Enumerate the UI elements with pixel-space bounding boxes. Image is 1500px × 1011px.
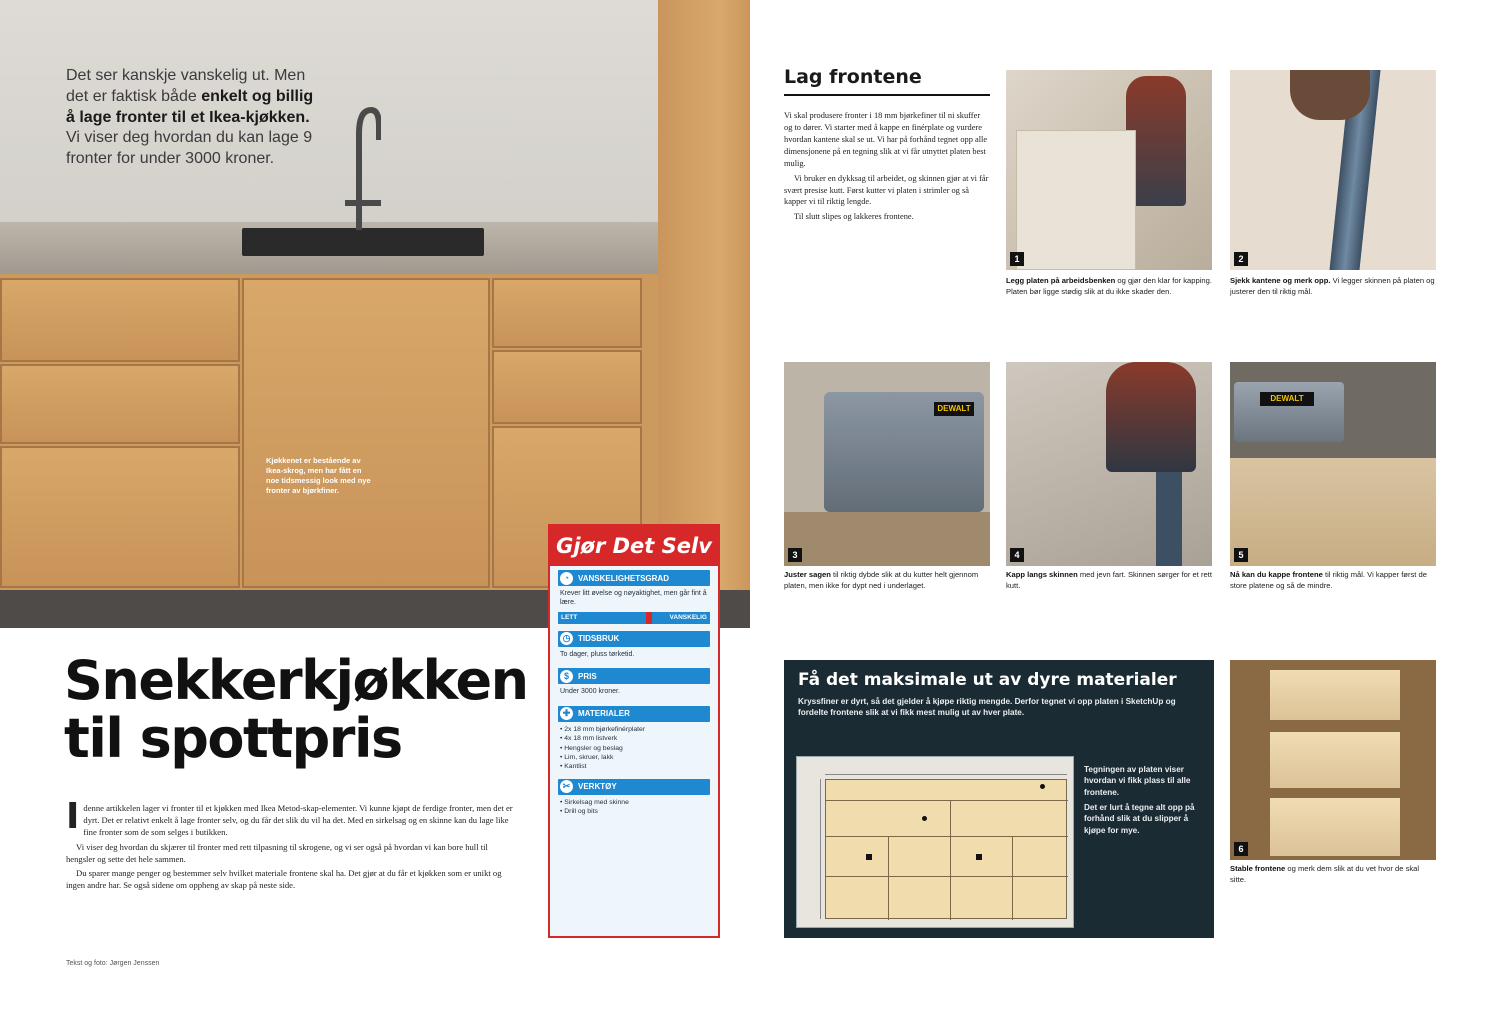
gds-difficulty: ◔ VANSKELIGHETSGRAD Krever litt øvelse og nøyaktighet, men går fint å lære. LETT VANSKELIG xyxy=(550,566,718,627)
gds-tools: ✂ VERKTØY • Sirkelsag med skinne • Drill og bits xyxy=(550,775,718,820)
step-photo-5: DEWALT 5 xyxy=(1230,362,1436,566)
hero-intro: Det ser kanskje vanskelig ut. Men det er faktisk både enkelt og billig å lage fronter til et Ikea-kjøkken. Vi viser deg hvordan du kan lage 9 fronter for under 3000 kroner. xyxy=(66,67,314,168)
step-caption-5: Nå kan du kappe frontene til riktig mål. Vi kapper først de store platene og så de mindre. xyxy=(1230,570,1427,590)
tip-box-lead: Kryssfiner er dyrt, så det gjelder å kjøpe riktig mengde. Derfor tegnet vi opp platen i SketchUp og fordelte frontene slik at vi fikk mest mulig ut av hver plate. xyxy=(798,697,1176,718)
step-caption-2: Sjekk kantene og merk opp. Vi legger skinnen på platen og justerer den til riktig mål. xyxy=(1230,276,1435,296)
gds-price: $ PRIS Under 3000 kroner. xyxy=(550,664,718,701)
page-footer: Tekst og foto: Jørgen Jenssen xyxy=(66,960,160,967)
drop-cap: I xyxy=(66,796,80,837)
section-text: Vi skal produsere fronter i 18 mm bjørkefiner til ni skuffer og to dører. Vi starter med å kappe en finérplate og vurdere hvordan kantene skal se ut. Vi har på forhånd tegnet opp alle dimensjonene på en tegning slik at vi får utnyttet platen best mulig. Vi bruker en dykksag til arbeidet, og skinnen gjør at vi får svært presise kutt. Først kutter vi platen i strimler og så kapper vi til riktig lengde. Til slutt slipes og lakkeres frontene. xyxy=(784,111,989,222)
cutting-plan-diagram xyxy=(796,756,1074,928)
gds-time: ◷ TIDSBRUK To dager, pluss tørketid. xyxy=(550,627,718,664)
right-page xyxy=(750,0,1500,1011)
step-photo-3: DEWALT 3 xyxy=(784,362,990,566)
faucet-icon xyxy=(345,104,381,230)
clock-icon: ◷ xyxy=(560,632,573,645)
article-body: Idenne artikkelen lager vi fronter til et kjøkken med Ikea Metod-skap-elementer. Vi kunne kjøpt de ferdige fronter, men det er dyrt. Det er relativt enkelt å lage fronter selv, og du får det slik du vil ha det. Med en sirkelsag og en skinne kan du lage like fine fronter som de som selges i butikken. Vi viser deg hvordan du skjærer til fronter med rett tilpasning til skrogene, og vi ser også på hvordan vi kan bore hull til hengsler og sette det hele sammen. Du sparer mange penger og bestemmer selv hvilket materiale frontene skal ha. Det gjør at du får et kjøkken som er unikt og ingen andre har. Se også sidene om oppheng av skap på neste side. xyxy=(66,796,513,891)
step-caption-1: Legg platen på arbeidsbenken og gjør den klar for kapping. Platen bør ligge stødig slik at du ikke skader den. xyxy=(1006,276,1212,296)
step-caption-3: Juster sagen til riktig dybde slik at du kutter helt gjennom platen, men ikke for dypt ned i underlaget. xyxy=(784,570,979,590)
difficulty-scale: LETT VANSKELIG xyxy=(558,612,710,624)
gjor-det-selv-box xyxy=(548,524,720,938)
plywood-sheet xyxy=(825,779,1067,919)
materials-tip-box xyxy=(784,660,1214,938)
saw-icon: ✂ xyxy=(560,780,573,793)
coin-icon: $ xyxy=(560,670,573,683)
step-photo-1: 1 xyxy=(1006,70,1212,270)
step-photo-6: 6 xyxy=(1230,660,1436,860)
article-title: Snekkerkjøkken til spottpris xyxy=(64,649,528,771)
tip-box-side-text: Tegningen av platen viser hvordan vi fikk plass til alle frontene. Det er lurt å tegne alt opp på forhånd slik at du slipper å kjøpe for mye. xyxy=(1084,765,1195,835)
photo-caption: Kjøkkenet er bestående av Ikea-skrog, men har fått en noe tidsmessig look med nye fronter av bjørkfiner. xyxy=(266,456,371,496)
step-photo-2: 2 xyxy=(1230,70,1436,270)
step-caption-6: Stable frontene og merk dem slik at du vet hvor de skal sitte. xyxy=(1230,864,1420,884)
step-caption-4: Kapp langs skinnen med jevn fart. Skinnen sørger for et rett kutt. xyxy=(1006,570,1212,590)
tip-box-title: Få det maksimale ut av dyre materialer xyxy=(798,670,1177,690)
step-photo-4: 4 xyxy=(1006,362,1212,566)
gds-materials: ✚ MATERIALER • 2x 18 mm bjørkefinérplater • 4x 18 mm listverk • Hengsler og beslag • Lim, skruer, lakk • Kantlist xyxy=(550,702,718,775)
wrench-icon: ✚ xyxy=(560,707,573,720)
section-title: Lag frontene xyxy=(784,66,990,96)
gauge-icon: ◔ xyxy=(560,572,573,585)
gds-title: Gjør Det Selv xyxy=(550,526,718,566)
sink xyxy=(242,228,484,256)
